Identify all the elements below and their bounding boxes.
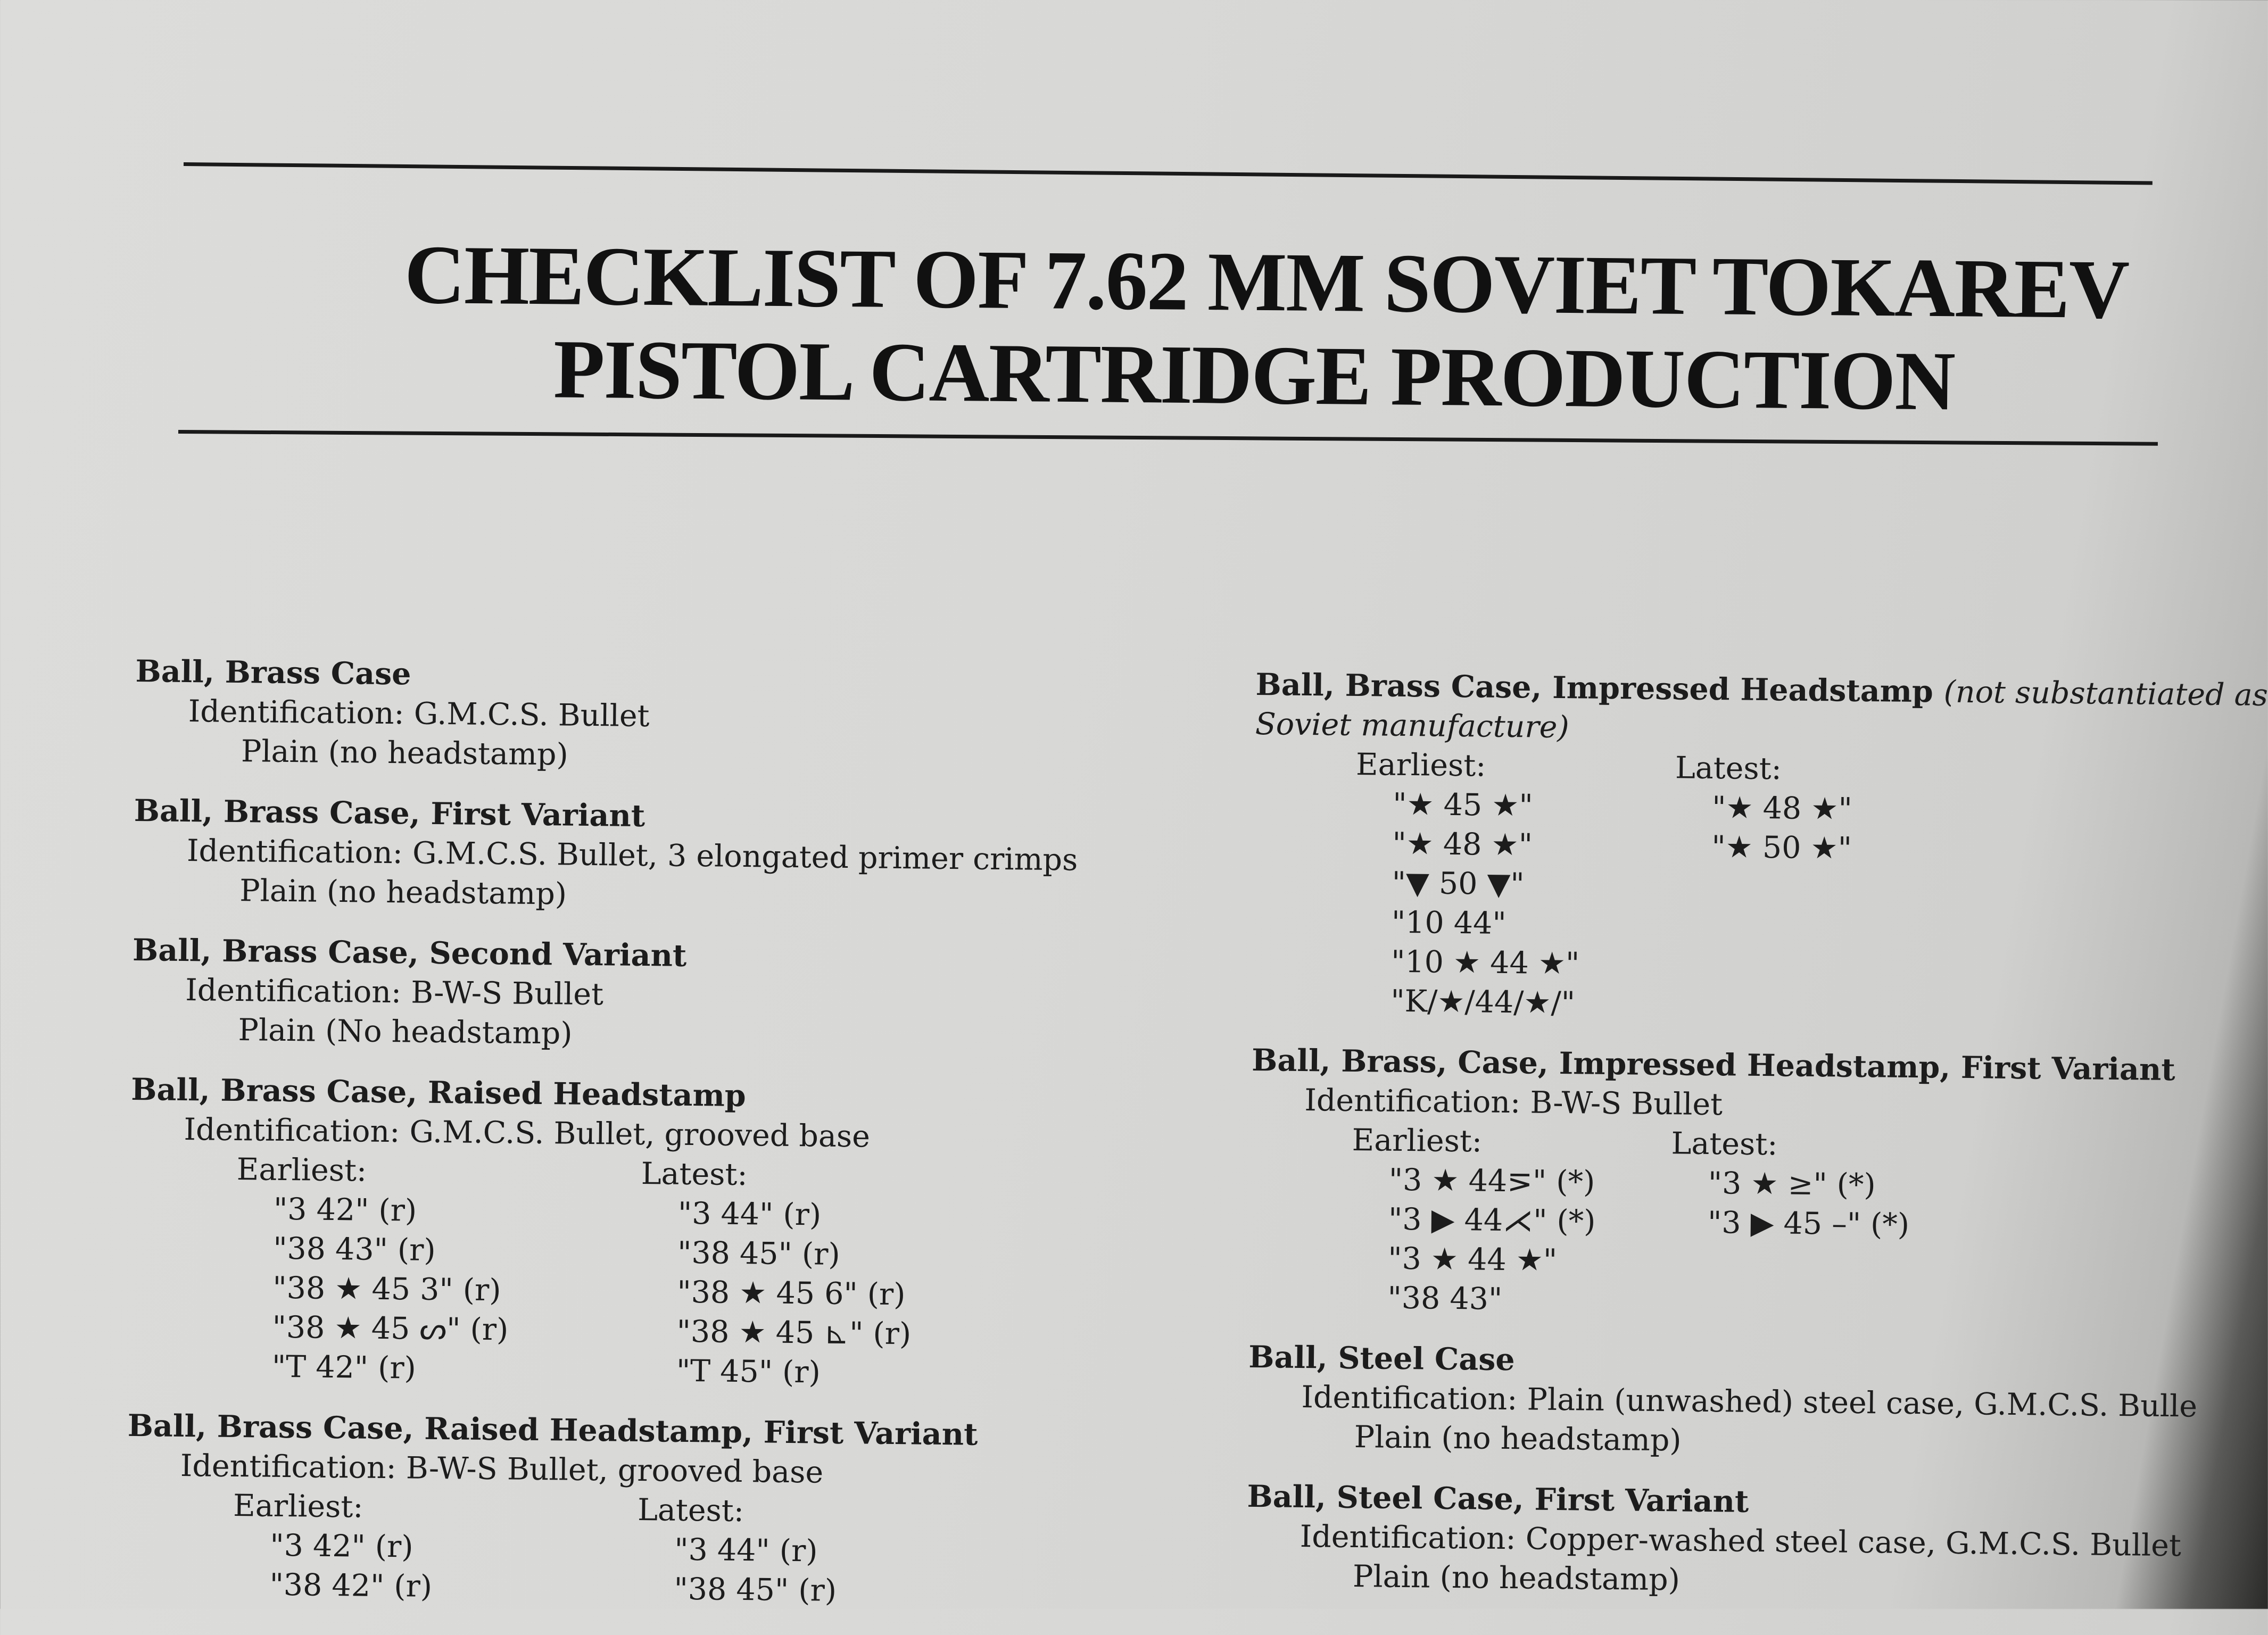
headstamp-item: "38 43" (r) bbox=[272, 1231, 436, 1268]
entry-headstamp-note: Plain (no headstamp) bbox=[1352, 1559, 1681, 1598]
entry-ball-brass-case bbox=[135, 652, 1147, 781]
entry-note: (not substantiated as bbox=[1943, 674, 2268, 713]
entry-ball-brass-case-raised-headstamp bbox=[128, 1070, 1143, 1396]
entry-ball-brass-case-first-variant bbox=[133, 791, 1145, 920]
headstamp-item: "3 42" (r) bbox=[270, 1528, 413, 1565]
headstamp-item: "38 43" bbox=[1387, 1280, 1503, 1317]
entry-ball-brass-case-raised-headstamp-first-variant bbox=[126, 1406, 1139, 1614]
entry-headstamp-note: Plain (no headstamp) bbox=[241, 734, 569, 773]
entry-identification: Identification: B-W-S Bullet, grooved base bbox=[180, 1448, 824, 1490]
headstamp-item: "★ 45 ★" bbox=[1392, 786, 1534, 824]
headstamp-item: "38 ★ 45 6" (r) bbox=[677, 1274, 906, 1313]
earliest-label: Earliest: bbox=[236, 1152, 367, 1189]
entry-heading: Ball, Brass Case, Raised Headstamp bbox=[131, 1071, 747, 1114]
right-column bbox=[1246, 665, 2268, 1625]
headstamp-item: "38 ★ 45 ᔕ" (r) bbox=[272, 1309, 509, 1348]
entry-ball-brass-case-second-variant bbox=[131, 931, 1144, 1059]
bottom-rule bbox=[178, 430, 2158, 446]
headstamp-columns bbox=[126, 1485, 1138, 1614]
headstamp-item: "T 45" (r) bbox=[676, 1353, 821, 1390]
latest-list bbox=[636, 1490, 1042, 1613]
entry-heading: Ball, Brass, Case, Impressed Headstamp, First Variant bbox=[1251, 1042, 2176, 1088]
latest-list bbox=[1669, 1124, 1991, 1324]
entry-heading: Ball, Brass Case, Second Variant bbox=[132, 932, 687, 974]
headstamp-item: "★ 48 ★" bbox=[1392, 826, 1533, 863]
entry-ball-brass-case-impressed-headstamp bbox=[1252, 665, 2268, 1028]
entry-identification: Identification: B-W-S Bullet bbox=[1304, 1083, 1723, 1123]
top-rule bbox=[184, 162, 2153, 185]
entry-ball-brass-impressed-headstamp-first-variant bbox=[1249, 1041, 2176, 1325]
latest-list bbox=[1673, 748, 1994, 1027]
earliest-label: Earliest: bbox=[1352, 1122, 1483, 1159]
entry-headstamp-note: Plain (no headstamp) bbox=[239, 873, 567, 912]
headstamp-item: "K/★/44/★/" bbox=[1390, 983, 1576, 1021]
latest-list bbox=[639, 1154, 1046, 1395]
entry-heading-text: Ball, Brass Case, Impressed Headstamp bbox=[1255, 666, 1934, 710]
latest-label: Latest: bbox=[1675, 750, 1782, 787]
entry-identification: Identification: B-W-S Bullet bbox=[185, 973, 604, 1012]
earliest-list bbox=[126, 1485, 638, 1608]
headstamp-item: "38 42" (r) bbox=[269, 1567, 433, 1604]
page-title-line-2: PISTOL CARTRIDGE PRODUCTION bbox=[553, 322, 1955, 428]
headstamp-item: "38 45" (r) bbox=[677, 1235, 841, 1272]
headstamp-item: "3 ★ 44⋝" (*) bbox=[1388, 1162, 1595, 1200]
entry-identification: Identification: Plain (unwashed) steel case, G.M.C.S. Bulle bbox=[1301, 1379, 2198, 1424]
headstamp-item: "★ 48 ★" bbox=[1711, 790, 1852, 827]
earliest-list bbox=[128, 1149, 642, 1390]
headstamp-item: "★ 50 ★" bbox=[1711, 829, 1852, 866]
entry-note-continued: Soviet manufacture) bbox=[1255, 706, 1570, 745]
latest-label: Latest: bbox=[641, 1156, 748, 1193]
headstamp-item: "38 45" (r) bbox=[674, 1571, 837, 1608]
entry-heading: Ball, Steel Case bbox=[1248, 1339, 1515, 1378]
headstamp-columns bbox=[1249, 1119, 2124, 1325]
left-column bbox=[126, 652, 1147, 1635]
entry-identification: Identification: G.M.C.S. Bullet, grooved base bbox=[184, 1111, 871, 1155]
headstamp-item: "3 ▶ 44⋌" (*) bbox=[1388, 1201, 1596, 1239]
entry-heading: Ball, Steel Case, First Variant bbox=[1247, 1478, 1749, 1520]
entry-heading: Ball, Brass Case bbox=[135, 653, 411, 692]
entry-heading: Ball, Brass Case, Raised Headstamp, First Variant bbox=[127, 1407, 978, 1453]
headstamp-item: "3 42" (r) bbox=[273, 1191, 417, 1229]
entry-ball-steel-case-first-variant bbox=[1246, 1477, 2182, 1604]
earliest-list bbox=[1252, 744, 1675, 1024]
headstamp-item: "10 ★ 44 ★" bbox=[1390, 944, 1580, 982]
entry-ball-steel-case bbox=[1247, 1338, 2198, 1465]
headstamp-item: "3 44" (r) bbox=[674, 1532, 818, 1569]
headstamp-item: "3 ★ 44 ★" bbox=[1387, 1241, 1558, 1278]
earliest-label: Earliest: bbox=[233, 1488, 363, 1525]
entry-headstamp-note: Plain (no headstamp) bbox=[1354, 1420, 1682, 1458]
page-title-line-1: CHECKLIST OF 7.62 MM SOVIET TOKAREV bbox=[404, 228, 2129, 337]
entry-heading: Ball, Brass Case, First Variant bbox=[134, 792, 645, 834]
headstamp-item: "3 ▶ 45 –" (*) bbox=[1707, 1205, 1910, 1242]
latest-label: Latest: bbox=[637, 1492, 744, 1529]
entry-identification: Identification: Copper-washed steel case, G.M.C.S. Bullet bbox=[1299, 1518, 2182, 1564]
headstamp-item: "3 44" (r) bbox=[677, 1196, 822, 1233]
headstamp-item: "T 42" (r) bbox=[271, 1349, 417, 1386]
entry-headstamp-note: Plain (No headstamp) bbox=[238, 1012, 573, 1051]
latest-label: Latest: bbox=[1671, 1126, 1778, 1163]
headstamp-item: "3 ★ ≥" (*) bbox=[1708, 1165, 1876, 1203]
headstamp-columns bbox=[1252, 744, 2128, 1028]
entry-identification: Identification: G.M.C.S. Bullet, 3 elongated primer crimps bbox=[186, 833, 1078, 878]
earliest-label: Earliest: bbox=[1355, 746, 1486, 784]
entry-identification: Identification: G.M.C.S. Bullet bbox=[188, 694, 650, 734]
headstamp-columns bbox=[128, 1149, 1142, 1396]
headstamp-item: "38 ★ 45 ⊾" (r) bbox=[676, 1314, 912, 1352]
headstamp-item: "10 44" bbox=[1391, 904, 1507, 941]
headstamp-item: "▼ 50 ▼" bbox=[1392, 865, 1525, 902]
earliest-list bbox=[1249, 1119, 1671, 1321]
headstamp-item: "38 ★ 45 3" (r) bbox=[272, 1270, 501, 1308]
